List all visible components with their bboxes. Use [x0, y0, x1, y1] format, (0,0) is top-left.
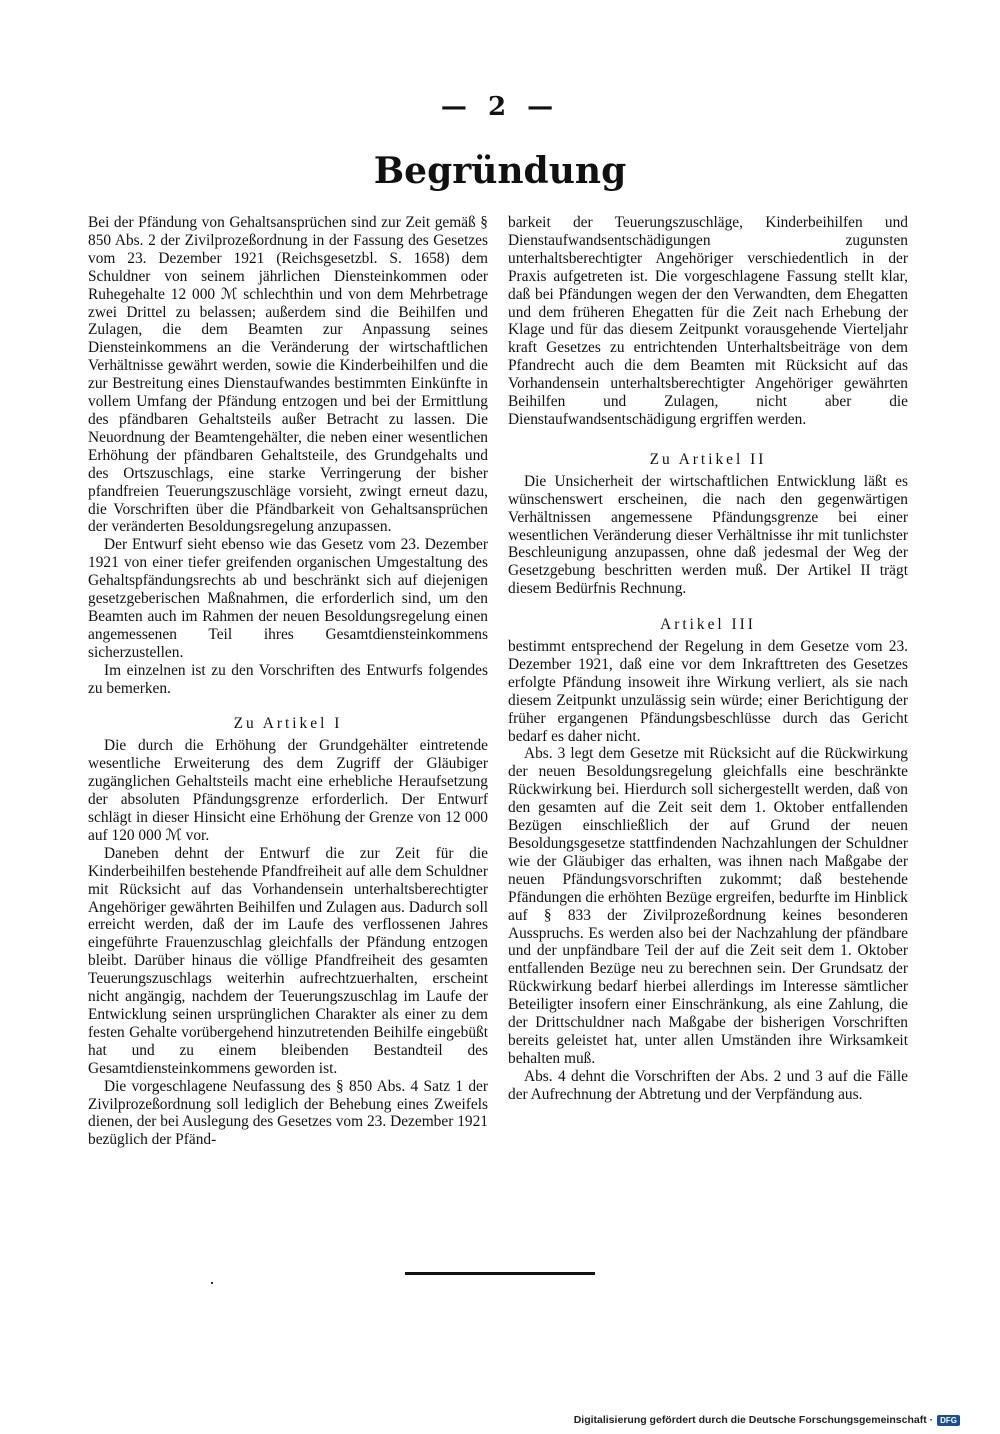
speck-mark [211, 1282, 213, 1284]
paragraph: Die Unsicherheit der wirtschaftlichen Entwicklung läßt es wünschenswert erscheinen, die nach den gegenwärtigen Verhältnissen angemessene Pfändungsgrenze bei einer wesentlichen Veränderung dieser Verhältnisse ihr mit tunlichster Beschleunigung anzupassen, ohne daß jedesmal der Weg der Gesetzgebung beschritten werden muß. Der Artikel II trägt diesem Bedürfnis Rechnung. [508, 472, 908, 598]
paragraph: Im einzelnen ist zu den Vorschriften des Entwurfs folgendes zu bemerken. [88, 661, 488, 697]
paragraph: Die vorgeschlagene Neufassung des § 850 Abs. 4 Satz 1 der Zivilprozeßordnung soll lediglich der Behebung eines Zweifels dienen, der bei Auslegung des Gesetzes vom 23. Dezember 1921 bezüglich der Pfänd- [88, 1077, 488, 1149]
paragraph: Die durch die Erhöhung der Grundgehälter eintretende wesentliche Erweiterung des dem Zugriff der Gläubiger zugänglichen Gehaltsteils macht eine erhebliche Heraufsetzung der absoluten Pfändungsgrenze erforderlich. Der Entwurf schlägt in dieser Hinsicht eine Erhöhung der Grenze von 12 000 auf 120 000 ℳ vor. [88, 737, 488, 844]
paragraph: Daneben dehnt der Entwurf die zur Zeit für die Kinderbeihilfen bestehende Pfandfreiheit auf alle dem Schuldner mit Rücksicht auf das Vorhandensein unterhaltsberechtigter Angehöriger gewährten Beihilfen und Zulagen aus. Dadurch soll erreicht werden, daß der im Laufe des verflossenen Jahres eingeführte Frauenzuschlag gleichfalls der Pfändung entzogen bleibt. Darüber hinaus die völlige Pfandfreiheit des gesamten Teuerungszuschlags weiterhin aufrechtzuerhalten, erscheint nicht angängig, nachdem der Teuerungszuschlag im Laufe der Entwicklung seinen ursprünglichen Charakter als einer zu dem festen Gehalte vorübergehend hinzutretenden Beihilfe eingebüßt hat und zu einem bleibenden Bestandteil des Gesamtdiensteinkommens geworden ist. [88, 844, 489, 1077]
section-heading-article-2: Zu Artikel II [649, 450, 767, 468]
closing-rule [405, 1272, 595, 1275]
footer-text: Digitalisierung gefördert durch die Deutsche Forschungsgemeinschaft · [573, 1414, 934, 1426]
paragraph: barkeit der Teuerungszuschläge, Kinderbeihilfen und Dienstaufwandsentschädigungen zugunsten unterhaltsberechtigter Angehöriger verschiedentlich in der Praxis aufgetreten ist. Die vorgeschlagene Fassung stellt klar, daß bei Pfändungen wegen der den Verwandten, dem Ehegatten und dem früheren Ehegatten für die Zeit nach Erhebung der Klage und für das diesem Zeitpunkt vorausgehende Vierteljahr kraft Gesetzes zu entrichtenden Unterhaltsbeiträge von dem Pfandrecht auch die dem Beamten mit Rücksicht auf das Vorhandensein unterhaltsberechtigter Angehöriger gewährten Beihilfen und Zulagen, nicht aber die Dienstaufwandsentschädigung ergriffen werden. [508, 214, 908, 428]
right-column [508, 214, 908, 1104]
section-heading-article-1: Zu Artikel I [233, 715, 343, 733]
page-number: — 2 — [440, 92, 560, 122]
paragraph: Bei der Pfändung von Gehaltsansprüchen sind zur Zeit gemäß § 850 Abs. 2 der Zivilprozeßordnung in der Fassung des Gesetzes vom 23. Dezember 1921 (Reichsgesetzbl. S. 1658) dem Schuldner von seinem jährlichen Diensteinkommen oder Ruhegehalte 12 000 ℳ schlechthin und von dem Mehrbetrage zwei Drittel zu belassen; außerdem sind die Beihilfen und Zulagen, die dem Beamten zur Anpassung seines Diensteinkommens an die Veränderung der wirtschaftlichen Verhältnisse gewährt werden, sowie die Kinderbeihilfen und die zur Bestreitung eines Dienstaufwandes bestimmten Einkünfte in vollem Umfang der Pfändung entzogen und bei der Ermittlung des pfändbaren Gehaltsteils außer Betracht zu lassen. Die Neuordnung der Beamtengehälter, die neben einer wesentlichen Erhöhung der pfändbaren Gehaltsteile, des Grundgehalts und des Ortszuschlags, eine starke Verringerung der bisher pfandfreien Teuerungszuschläge vorsieht, zwingt erneut dazu, die Vorschriften über die Pfändbarkeit von Gehaltsansprüchen der veränderten Besoldungsregelung anzupassen. [88, 214, 488, 536]
paragraph: Abs. 3 legt dem Gesetze mit Rücksicht auf die Rückwirkung der neuen Besoldungsregelung gleichfalls eine beschränkte Rückwirkung bei. Hierdurch soll sichergestellt werden, daß von den gesamten auf die Zeit seit dem 1. Oktober entfallenden Bezügen einschließlich der auf Grund der neuen Besoldungsgesetze stattfindenden Nachzahlungen der Schuldner wie der Gläubiger das erhalten, was ihnen nach Maßgabe der neuen Pfändungsvorschriften zukommt; daß bestehende Pfändungen die erhöhten Bezüge ergreifen, bedurfte im Hinblick auf § 833 der Zivilprozeßordnung keines besonderen Ausspruchs. Es werden also bei der Nachzahlung der pfändbare und der unpfändbare Teil der auf die Zeit seit dem 1. Oktober entfallenden Bezüge neu zu berechnen sein. Der Grundsatz der Rückwirkung bedarf hierbei allerdings im Interesse sämtlicher Beteiligter insofern einer Einschränkung, als eine Zahlung, die der Drittschuldner nach Maßgabe der bisherigen Vorschriften bereits geleistet hat, unter allen Umständen ihre Wirksamkeit behalten muß. [508, 745, 908, 1067]
section-heading-article-3: Artikel III [660, 616, 756, 634]
dfg-logo-icon: DFG [937, 1415, 960, 1426]
paragraph: Der Entwurf sieht ebenso wie das Gesetz vom 23. Dezember 1921 von einer tiefer greifenden organischen Umgestaltung des Gehaltspfändungsrechts ab und beschränkt sich auf diejenigen gesetzgeberischen Maßnahmen, die erforderlich sind, um den Beamten auch im Rahmen der neuen Besoldungsregelung einen angemessenen Teil ihres Gesamtdiensteinkommens sicherzustellen. [88, 536, 488, 661]
footer [574, 1414, 960, 1426]
document-title: Begründung [373, 150, 627, 192]
left-column [88, 214, 488, 1149]
paragraph: bestimmt entsprechend der Regelung in dem Gesetze vom 23. Dezember 1921, daß eine vor dem Inkrafttreten des Gesetzes erfolgte Pfändung insoweit ihre Wirkung verliert, als sie nach diesem Zeitpunkt unzulässig sein würde; einer Berichtigung der früher ergangenen Pfändungsbeschlüsse durch das Gericht bedarf es daher nicht. [508, 638, 908, 745]
paragraph: Abs. 4 dehnt die Vorschriften der Abs. 2 und 3 auf die Fälle der Aufrechnung der Abtretung und der Verpfändung aus. [508, 1067, 908, 1103]
